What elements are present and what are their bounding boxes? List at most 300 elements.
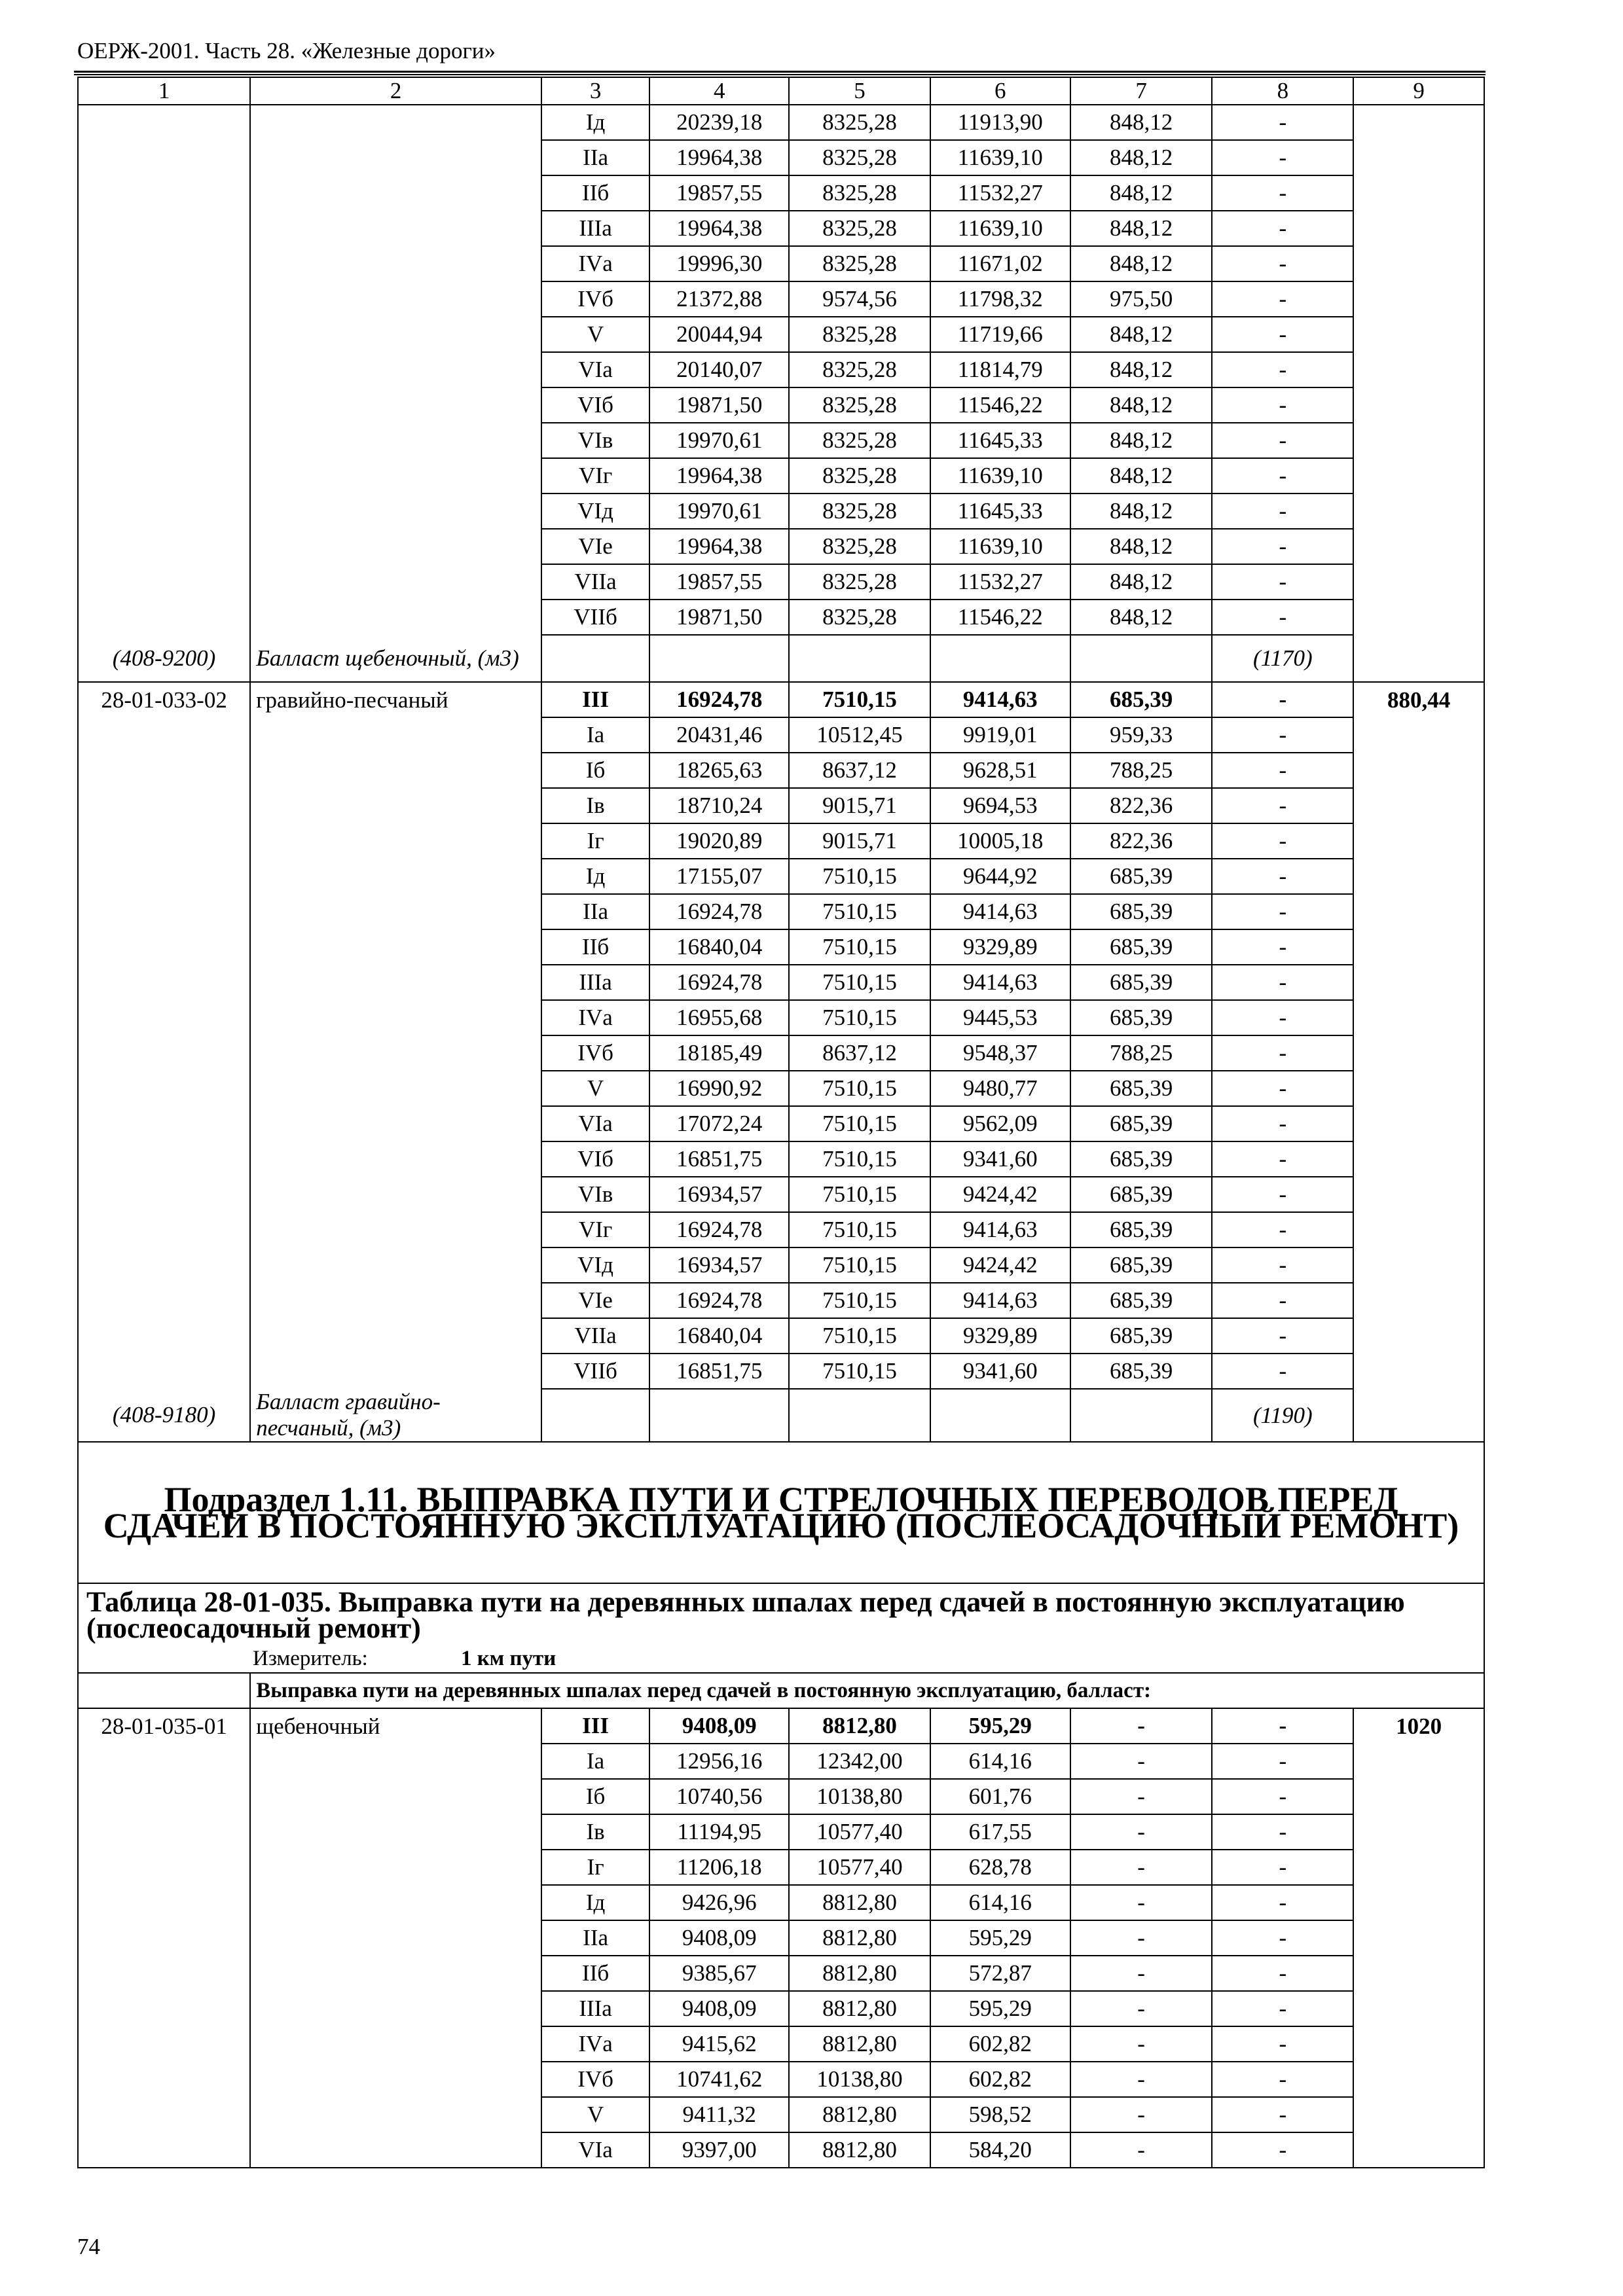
empty-cell	[789, 635, 930, 682]
value-cell: -	[1070, 1779, 1213, 1814]
value-cell: 7510,15	[789, 682, 930, 717]
table-row	[78, 458, 1484, 493]
code-cell	[78, 352, 250, 387]
value-cell: 685,39	[1070, 1000, 1213, 1035]
empty-cell	[541, 1389, 649, 1442]
table-row	[78, 1177, 1484, 1212]
value-cell: 16924,78	[649, 682, 789, 717]
value-cell: 602,82	[930, 2026, 1070, 2062]
code-cell	[78, 1247, 250, 1283]
code-cell	[78, 281, 250, 317]
ballast-code: (408-9200)	[78, 635, 250, 682]
code-cell	[78, 788, 250, 823]
code-cell	[78, 894, 250, 929]
table-row	[78, 929, 1484, 965]
value-cell: 16851,75	[649, 1141, 789, 1177]
name-cell	[250, 788, 541, 823]
table-row	[78, 281, 1484, 317]
code-cell	[78, 1212, 250, 1247]
column-number-cell: 7	[1070, 77, 1213, 105]
name-cell	[250, 1920, 541, 1956]
column-number-cell: 3	[541, 77, 649, 105]
value-cell: 19871,50	[649, 600, 789, 635]
value-cell: 19020,89	[649, 823, 789, 859]
table-title-row	[78, 1583, 1484, 1644]
value-cell: 8325,28	[789, 317, 930, 352]
value-cell: 18710,24	[649, 788, 789, 823]
name-cell	[250, 1212, 541, 1247]
code-cell	[78, 105, 250, 140]
name-cell	[250, 1885, 541, 1920]
table-row	[78, 2062, 1484, 2097]
code-cell	[78, 564, 250, 600]
value-cell: 848,12	[1070, 458, 1213, 493]
name-cell	[250, 2026, 541, 2062]
value-cell: 11645,33	[930, 493, 1070, 529]
name-cell	[250, 1956, 541, 1991]
value-cell: 16955,68	[649, 1000, 789, 1035]
value-cell: 7510,15	[789, 1106, 930, 1141]
zone-cell: III	[541, 682, 649, 717]
total-cell	[1353, 1000, 1484, 1035]
value-cell: -	[1212, 1283, 1353, 1318]
value-cell: -	[1212, 281, 1353, 317]
value-cell: -	[1212, 2097, 1353, 2132]
value-cell: 21372,88	[649, 281, 789, 317]
table-row	[78, 1000, 1484, 1035]
name-cell	[250, 140, 541, 175]
value-cell: 7510,15	[789, 1318, 930, 1354]
value-cell: 848,12	[1070, 317, 1213, 352]
value-cell: -	[1212, 564, 1353, 600]
value-cell: 848,12	[1070, 246, 1213, 281]
empty-cell	[930, 1389, 1070, 1442]
value-cell: -	[1212, 859, 1353, 894]
zone-cell: Iд	[541, 1885, 649, 1920]
value-cell: 10005,18	[930, 823, 1070, 859]
value-cell: 9414,63	[930, 1212, 1070, 1247]
value-cell: 11645,33	[930, 423, 1070, 458]
zone-cell: VIIб	[541, 600, 649, 635]
value-cell: 8325,28	[789, 564, 930, 600]
name-cell	[250, 1071, 541, 1106]
zone-cell: VIд	[541, 1247, 649, 1283]
value-cell: -	[1212, 317, 1353, 352]
value-cell: 19871,50	[649, 387, 789, 423]
code-cell	[78, 753, 250, 788]
value-cell: 9015,71	[789, 788, 930, 823]
code-cell	[78, 859, 250, 894]
value-cell: 20239,18	[649, 105, 789, 140]
total-cell	[1353, 1850, 1484, 1885]
value-cell: -	[1212, 894, 1353, 929]
table-row	[78, 823, 1484, 859]
value-cell: 9341,60	[930, 1354, 1070, 1389]
empty-cell	[1070, 1389, 1213, 1442]
column-number-cell: 5	[789, 77, 930, 105]
value-cell: 9694,53	[930, 788, 1070, 823]
value-cell: 685,39	[1070, 1212, 1213, 1247]
value-cell: 16934,57	[649, 1247, 789, 1283]
value-cell: 16924,78	[649, 965, 789, 1000]
value-cell: 685,39	[1070, 894, 1213, 929]
value-cell: 8325,28	[789, 600, 930, 635]
value-cell: 685,39	[1070, 859, 1213, 894]
code-cell	[78, 823, 250, 859]
total-cell	[1353, 564, 1484, 600]
code-cell	[78, 717, 250, 753]
code-cell	[78, 1283, 250, 1318]
total-cell	[1353, 788, 1484, 823]
value-cell: 848,12	[1070, 564, 1213, 600]
zone-cell: Iг	[541, 1850, 649, 1885]
table-row	[78, 1814, 1484, 1850]
table-row	[78, 1106, 1484, 1141]
total-cell	[1353, 423, 1484, 458]
zone-cell: III	[541, 1708, 649, 1744]
total-cell	[1353, 211, 1484, 246]
value-cell: -	[1070, 2062, 1213, 2097]
value-cell: -	[1212, 1212, 1353, 1247]
value-cell: 8325,28	[789, 423, 930, 458]
value-cell: 598,52	[930, 2097, 1070, 2132]
value-cell: 8325,28	[789, 105, 930, 140]
code-cell	[78, 2062, 250, 2097]
column-number-cell: 4	[649, 77, 789, 105]
value-cell: 788,25	[1070, 753, 1213, 788]
table-row	[78, 894, 1484, 929]
value-cell: 11532,27	[930, 175, 1070, 211]
name-cell	[250, 823, 541, 859]
code-cell	[78, 387, 250, 423]
zone-cell: VIа	[541, 352, 649, 387]
table-row	[78, 423, 1484, 458]
zone-cell: IIIа	[541, 965, 649, 1000]
total-cell	[1353, 2132, 1484, 2168]
value-cell: 601,76	[930, 1779, 1070, 1814]
value-cell: -	[1212, 529, 1353, 564]
value-cell: 16840,04	[649, 929, 789, 965]
code-cell	[78, 529, 250, 564]
table-row	[78, 317, 1484, 352]
name-cell: гравийно-песчаный	[250, 682, 541, 717]
code-cell	[78, 317, 250, 352]
value-cell: 8812,80	[789, 1920, 930, 1956]
name-cell	[250, 529, 541, 564]
code-cell	[78, 1814, 250, 1850]
table-row	[78, 1779, 1484, 1814]
code-cell: 28-01-035-01	[78, 1708, 250, 1744]
total-cell	[1353, 458, 1484, 493]
name-cell	[250, 175, 541, 211]
value-cell: 19970,61	[649, 423, 789, 458]
value-cell: 9329,89	[930, 1318, 1070, 1354]
zone-cell: IIIа	[541, 211, 649, 246]
name-cell	[250, 1247, 541, 1283]
value-cell: 8325,28	[789, 352, 930, 387]
name-cell	[250, 1106, 541, 1141]
value-cell: 10577,40	[789, 1850, 930, 1885]
value-cell: 11546,22	[930, 600, 1070, 635]
code-cell	[78, 423, 250, 458]
value-cell: 959,33	[1070, 717, 1213, 753]
zone-cell: Iг	[541, 823, 649, 859]
table-row	[78, 564, 1484, 600]
value-cell: 9385,67	[649, 1956, 789, 1991]
value-cell: 16934,57	[649, 1177, 789, 1212]
value-cell: 10512,45	[789, 717, 930, 753]
value-cell: 20044,94	[649, 317, 789, 352]
value-cell: 7510,15	[789, 859, 930, 894]
value-cell: 685,39	[1070, 682, 1213, 717]
name-cell	[250, 859, 541, 894]
zone-cell: VIв	[541, 1177, 649, 1212]
value-cell: 17072,24	[649, 1106, 789, 1141]
name-cell	[250, 1035, 541, 1071]
value-cell: 19970,61	[649, 493, 789, 529]
table-row	[78, 1071, 1484, 1106]
value-cell: 9628,51	[930, 753, 1070, 788]
empty-cell	[1353, 635, 1484, 682]
value-cell: 10138,80	[789, 1779, 930, 1814]
code-cell	[78, 1071, 250, 1106]
code-cell	[78, 1354, 250, 1389]
value-cell: 19964,38	[649, 211, 789, 246]
table-row	[78, 246, 1484, 281]
zone-cell: VIIб	[541, 1354, 649, 1389]
value-cell: 8812,80	[789, 2132, 930, 2168]
value-cell: 848,12	[1070, 529, 1213, 564]
total-cell	[1353, 2026, 1484, 2062]
total-cell	[1353, 1283, 1484, 1318]
value-cell: 8325,28	[789, 529, 930, 564]
value-cell: 18265,63	[649, 753, 789, 788]
table-row	[78, 1885, 1484, 1920]
table-row	[78, 105, 1484, 140]
column-number-cell: 9	[1353, 77, 1484, 105]
total-cell	[1353, 387, 1484, 423]
value-cell: 11671,02	[930, 246, 1070, 281]
value-cell: 848,12	[1070, 175, 1213, 211]
table-title: Таблица 28-01-035. Выправка пути на деревянных шпалах перед сдачей в постоянную эксплуатацию (послеосадочный ремонт)	[78, 1583, 1484, 1644]
zone-cell: IIа	[541, 140, 649, 175]
value-cell: 848,12	[1070, 387, 1213, 423]
total-cell	[1353, 317, 1484, 352]
code-cell	[78, 1779, 250, 1814]
code-cell	[78, 2026, 250, 2062]
zone-cell: VIг	[541, 1212, 649, 1247]
value-cell: 9411,32	[649, 2097, 789, 2132]
name-cell	[250, 211, 541, 246]
zone-cell: VIв	[541, 423, 649, 458]
table-row	[78, 493, 1484, 529]
zone-cell: VIа	[541, 1106, 649, 1141]
value-cell: -	[1212, 1247, 1353, 1283]
value-cell: -	[1212, 105, 1353, 140]
value-cell: 9919,01	[930, 717, 1070, 753]
name-cell	[250, 1354, 541, 1389]
value-cell: -	[1212, 1000, 1353, 1035]
value-cell: -	[1212, 423, 1353, 458]
value-cell: 9414,63	[930, 965, 1070, 1000]
running-header: ОЕРЖ-2001. Часть 28. «Железные дороги»	[77, 38, 496, 63]
column-number-cell: 2	[250, 77, 541, 105]
zone-cell: VIе	[541, 529, 649, 564]
zone-cell: Iа	[541, 1744, 649, 1779]
value-cell: 685,39	[1070, 1177, 1213, 1212]
table-row	[78, 717, 1484, 753]
page-number: 74	[77, 2234, 100, 2259]
table-row	[78, 211, 1484, 246]
value-cell: 572,87	[930, 1956, 1070, 1991]
name-cell	[250, 1177, 541, 1212]
value-cell: 848,12	[1070, 423, 1213, 458]
name-cell	[250, 387, 541, 423]
value-cell: 19857,55	[649, 175, 789, 211]
value-cell: 685,39	[1070, 965, 1213, 1000]
table-row	[78, 2132, 1484, 2168]
code-cell	[78, 2132, 250, 2168]
value-cell: 9562,09	[930, 1106, 1070, 1141]
value-cell: 9408,09	[649, 1708, 789, 1744]
value-cell: 8812,80	[789, 1956, 930, 1991]
value-cell: -	[1212, 1708, 1353, 1744]
value-cell: 602,82	[930, 2062, 1070, 2097]
zone-cell: VIд	[541, 493, 649, 529]
value-cell: 685,39	[1070, 1106, 1213, 1141]
total-cell	[1353, 600, 1484, 635]
value-cell: 11532,27	[930, 564, 1070, 600]
code-cell	[78, 1885, 250, 1920]
value-cell: 9548,37	[930, 1035, 1070, 1071]
subsection-title: Подраздел 1.11. ВЫПРАВКА ПУТИ И СТРЕЛОЧНЫХ ПЕРЕВОДОВ ПЕРЕД СДАЧЕЙ В ПОСТОЯННУЮ ЭКСПЛУАТАЦИЮ (ПОСЛЕОСАДОЧНЫЙ РЕМОНТ)	[78, 1442, 1484, 1583]
value-cell: 8325,28	[789, 458, 930, 493]
name-cell	[250, 493, 541, 529]
value-cell: 9424,42	[930, 1177, 1070, 1212]
total-cell	[1353, 717, 1484, 753]
name-cell	[250, 1779, 541, 1814]
value-cell: 11639,10	[930, 211, 1070, 246]
value-cell: 685,39	[1070, 1354, 1213, 1389]
value-cell: -	[1070, 1920, 1213, 1956]
value-cell: -	[1212, 1177, 1353, 1212]
name-cell	[250, 281, 541, 317]
value-cell: -	[1070, 1814, 1213, 1850]
code-cell	[78, 1035, 250, 1071]
name-cell	[250, 105, 541, 140]
table-row	[78, 387, 1484, 423]
zone-cell: VIIа	[541, 1318, 649, 1354]
table-row-main	[78, 682, 1484, 717]
value-cell: -	[1212, 211, 1353, 246]
table-row	[78, 175, 1484, 211]
subsection-row	[78, 1442, 1484, 1583]
value-cell: -	[1212, 1071, 1353, 1106]
value-cell: -	[1212, 1920, 1353, 1956]
value-cell: 10138,80	[789, 2062, 930, 2097]
zone-cell: VIIа	[541, 564, 649, 600]
value-cell: -	[1212, 387, 1353, 423]
empty-cell	[1353, 1389, 1484, 1442]
table-row	[78, 140, 1484, 175]
table-row	[78, 600, 1484, 635]
zone-cell: IVа	[541, 246, 649, 281]
table-row	[78, 2097, 1484, 2132]
value-cell: 8637,12	[789, 1035, 930, 1071]
value-cell: 9341,60	[930, 1141, 1070, 1177]
value-cell: 11719,66	[930, 317, 1070, 352]
total-cell	[1353, 823, 1484, 859]
value-cell: -	[1070, 1991, 1213, 2026]
zone-cell: IIб	[541, 1956, 649, 1991]
name-cell	[250, 600, 541, 635]
value-cell: 18185,49	[649, 1035, 789, 1071]
zone-cell: IIб	[541, 175, 649, 211]
ballast-name: Балласт гравийно-песчаный, (м3)	[250, 1389, 541, 1442]
zone-cell: Iв	[541, 1814, 649, 1850]
value-cell: 11639,10	[930, 140, 1070, 175]
empty-cell	[1070, 635, 1213, 682]
value-cell: 788,25	[1070, 1035, 1213, 1071]
value-cell: -	[1212, 1106, 1353, 1141]
empty-cell	[930, 635, 1070, 682]
value-cell: 9445,53	[930, 1000, 1070, 1035]
value-cell: -	[1212, 1850, 1353, 1885]
ballast-code: (408-9180)	[78, 1389, 250, 1442]
value-cell: 9408,09	[649, 1991, 789, 2026]
empty-cell	[78, 1673, 250, 1708]
value-cell: -	[1212, 352, 1353, 387]
value-cell: -	[1212, 1779, 1353, 1814]
value-cell: 16924,78	[649, 1212, 789, 1247]
total-cell	[1353, 859, 1484, 894]
value-cell: 848,12	[1070, 352, 1213, 387]
name-cell	[250, 2062, 541, 2097]
value-cell: -	[1070, 2132, 1213, 2168]
total-cell	[1353, 281, 1484, 317]
value-cell: 19996,30	[649, 246, 789, 281]
code-cell	[78, 1850, 250, 1885]
value-cell: 9415,62	[649, 2026, 789, 2062]
name-cell	[250, 717, 541, 753]
name-cell: щебеночный	[250, 1708, 541, 1744]
value-cell: 7510,15	[789, 965, 930, 1000]
name-cell	[250, 1850, 541, 1885]
value-cell: -	[1212, 458, 1353, 493]
value-cell: -	[1212, 1354, 1353, 1389]
value-cell: 12956,16	[649, 1744, 789, 1779]
name-cell	[250, 1283, 541, 1318]
value-cell: 614,16	[930, 1744, 1070, 1779]
value-cell: 7510,15	[789, 1177, 930, 1212]
value-cell: 20431,46	[649, 717, 789, 753]
table-row	[78, 1212, 1484, 1247]
column-number-cell: 6	[930, 77, 1070, 105]
zone-cell: IVа	[541, 2026, 649, 2062]
total-cell	[1353, 105, 1484, 140]
code-cell	[78, 1956, 250, 1991]
value-cell: -	[1212, 1035, 1353, 1071]
value-cell: 16851,75	[649, 1354, 789, 1389]
value-cell: 8325,28	[789, 211, 930, 246]
total-cell	[1353, 1247, 1484, 1283]
total-cell	[1353, 1212, 1484, 1247]
value-cell: 8325,28	[789, 493, 930, 529]
value-cell: 7510,15	[789, 1354, 930, 1389]
table-row	[78, 1283, 1484, 1318]
value-cell: -	[1212, 682, 1353, 717]
table-row	[78, 1850, 1484, 1885]
